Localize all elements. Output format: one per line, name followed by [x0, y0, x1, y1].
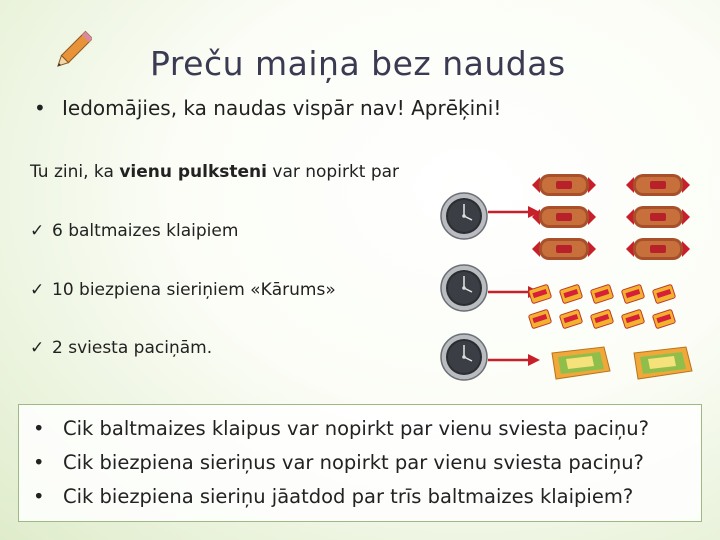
- pencil-icon: [52, 30, 92, 74]
- lead-before: Tu zini, ka: [30, 162, 120, 182]
- cheese-curd-icon: [528, 283, 552, 305]
- bread-loaf-icon: [532, 171, 596, 199]
- cheese-curd-icon: [528, 308, 552, 330]
- cheese-curd-icon: [590, 283, 614, 305]
- cheese-curd-icon: [559, 283, 583, 305]
- question-text: Cik baltmaizes klaipus var nopirkt par vienu sviesta paciņu?: [63, 417, 649, 440]
- bullet: •: [33, 451, 45, 474]
- arrow-icon: [488, 353, 540, 367]
- bullet: •: [33, 417, 45, 440]
- lead-bold: vienu pulksteni: [119, 162, 267, 182]
- item-text: 2 sviesta paciņām.: [52, 338, 213, 358]
- bullet: •: [34, 96, 46, 120]
- question-3: [33, 485, 633, 508]
- cheese-curd-icon: [559, 308, 583, 330]
- exchange-item-butter: [30, 338, 212, 358]
- question-text: Cik biezpiena sieriņu jāatdod par trīs baltmaizes klaipiem?: [63, 485, 634, 508]
- pocket-watch-icon: [440, 192, 488, 240]
- item-text: 6 baltmaizes klaipiem: [52, 221, 239, 241]
- exchange-item-cheese: [30, 280, 336, 300]
- intro-line: [34, 96, 501, 120]
- bread-loaf-icon: [532, 235, 596, 263]
- bullet: •: [33, 485, 45, 508]
- checkmark-icon: ✓: [30, 338, 45, 358]
- cheese-curd-icon: [652, 308, 676, 330]
- cheese-curd-icon: [621, 283, 645, 305]
- pocket-watch-icon: [440, 333, 488, 381]
- butter-pack-icon: [626, 343, 696, 383]
- question-text: Cik biezpiena sieriņus var nopirkt par vienu sviesta paciņu?: [63, 451, 644, 474]
- intro-text: Iedomājies, ka naudas vispār nav! Aprēķini!: [62, 96, 502, 120]
- questions-box: [18, 404, 702, 522]
- lead-after: var nopirkt par: [266, 162, 400, 182]
- question-2: [33, 451, 644, 474]
- bread-loaf-icon: [626, 171, 690, 199]
- cheese-curd-icon: [652, 283, 676, 305]
- bread-loaf-icon: [626, 203, 690, 231]
- exchange-item-bread: [30, 221, 238, 241]
- pocket-watch-icon: [440, 264, 488, 312]
- bread-loaf-icon: [626, 235, 690, 263]
- question-1: [33, 417, 649, 440]
- bread-loaf-icon: [532, 203, 596, 231]
- butter-pack-icon: [544, 343, 614, 383]
- checkmark-icon: ✓: [30, 280, 45, 300]
- item-text: 10 biezpiena sieriņiem «Kārums»: [52, 280, 336, 300]
- cheese-curd-icon: [621, 308, 645, 330]
- lead-text: [30, 162, 399, 182]
- checkmark-icon: ✓: [30, 221, 45, 241]
- cheese-curd-icon: [590, 308, 614, 330]
- slide-title: Preču maiņa bez naudas: [150, 44, 566, 83]
